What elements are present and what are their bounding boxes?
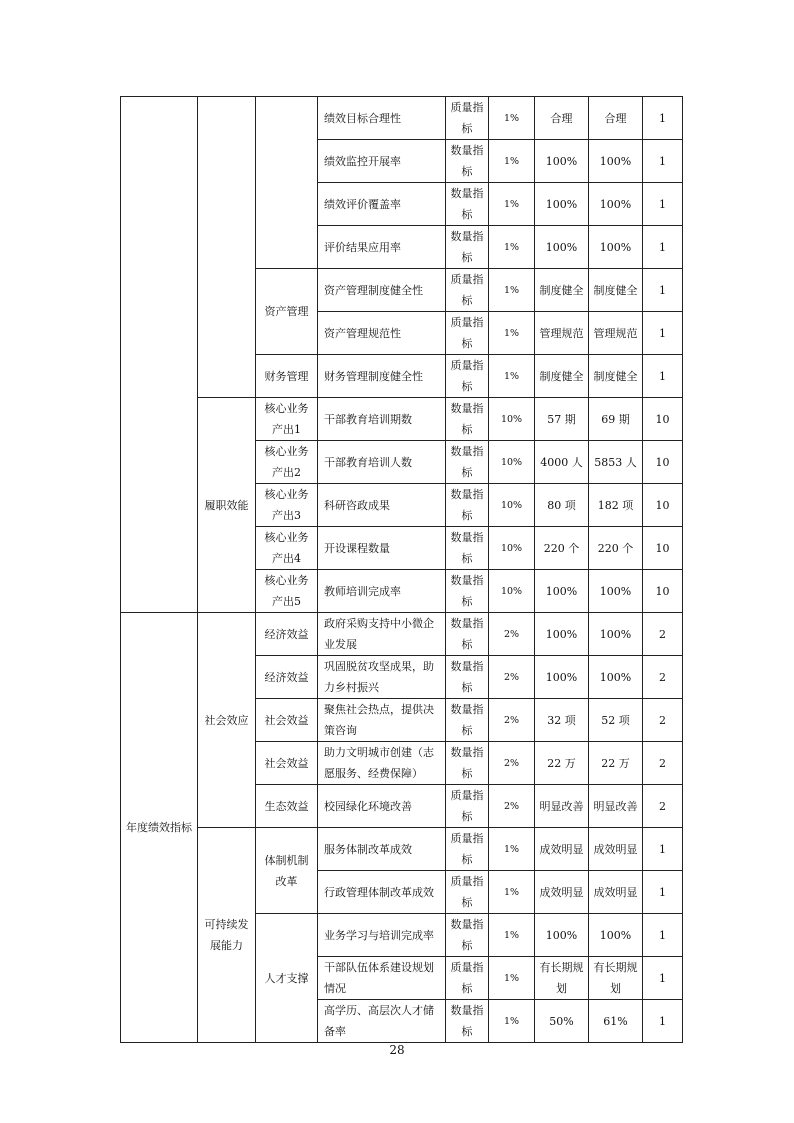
- actual-cell: 22 万: [589, 742, 643, 785]
- subsection-cell: 核心业务产出2: [256, 441, 318, 484]
- indicator-type-cell: 质量指标: [446, 269, 489, 312]
- indicator-type-cell: 质量指标: [446, 312, 489, 355]
- indicator-cell: 校园绿化环境改善: [318, 785, 446, 828]
- weight-cell: 2%: [489, 656, 535, 699]
- score-cell: 1: [643, 355, 683, 398]
- indicator-type-cell: 数量指标: [446, 441, 489, 484]
- subsection-cell: 核心业务产出5: [256, 570, 318, 613]
- score-cell: 1: [643, 183, 683, 226]
- indicator-cell: 助力文明城市创建（志愿服务、经费保障）: [318, 742, 446, 785]
- category-cell-blank: [121, 97, 198, 613]
- score-cell: 1: [643, 957, 683, 1000]
- subsection-cell: 社会效益: [256, 742, 318, 785]
- actual-cell: 成效明显: [589, 871, 643, 914]
- weight-cell: 2%: [489, 785, 535, 828]
- indicator-type-cell: 数量指标: [446, 656, 489, 699]
- indicator-cell: 服务体制改革成效: [318, 828, 446, 871]
- score-cell: 1: [643, 226, 683, 269]
- actual-cell: 100%: [589, 570, 643, 613]
- indicator-cell: 评价结果应用率: [318, 226, 446, 269]
- subsection-cell: 核心业务产出3: [256, 484, 318, 527]
- section-cell-blank: [198, 97, 256, 398]
- weight-cell: 2%: [489, 742, 535, 785]
- subsection-cell: 核心业务产出4: [256, 527, 318, 570]
- indicator-cell: 开设课程数量: [318, 527, 446, 570]
- actual-cell: 制度健全: [589, 355, 643, 398]
- target-cell: 成效明显: [535, 828, 589, 871]
- weight-cell: 10%: [489, 398, 535, 441]
- score-cell: 2: [643, 742, 683, 785]
- weight-cell: 1%: [489, 871, 535, 914]
- subsection-cell: 经济效益: [256, 656, 318, 699]
- indicator-cell: 干部队伍体系建设规划情况: [318, 957, 446, 1000]
- score-cell: 10: [643, 441, 683, 484]
- weight-cell: 1%: [489, 183, 535, 226]
- target-cell: 制度健全: [535, 269, 589, 312]
- section-cell: 社会效应: [198, 613, 256, 828]
- actual-cell: 52 项: [589, 699, 643, 742]
- target-cell: 成效明显: [535, 871, 589, 914]
- actual-cell: 61%: [589, 1000, 643, 1043]
- indicator-cell: 绩效评价覆盖率: [318, 183, 446, 226]
- target-cell: 100%: [535, 656, 589, 699]
- indicator-cell: 聚焦社会热点，提供决策咨询: [318, 699, 446, 742]
- section-cell: 履职效能: [198, 398, 256, 613]
- subsection-cell: 资产管理: [256, 269, 318, 355]
- target-cell: 管理规范: [535, 312, 589, 355]
- subsection-cell: 体制机制改革: [256, 828, 318, 914]
- weight-cell: 1%: [489, 1000, 535, 1043]
- performance-table: [120, 96, 683, 1043]
- indicator-type-cell: 质量指标: [446, 871, 489, 914]
- category-cell: 年度绩效指标: [121, 613, 198, 1043]
- indicator-type-cell: 数量指标: [446, 183, 489, 226]
- target-cell: 有长期规划: [535, 957, 589, 1000]
- subsection-cell: 经济效益: [256, 613, 318, 656]
- actual-cell: 100%: [589, 140, 643, 183]
- actual-cell: 有长期规划: [589, 957, 643, 1000]
- target-cell: 4000 人: [535, 441, 589, 484]
- actual-cell: 明显改善: [589, 785, 643, 828]
- indicator-cell: 干部教育培训期数: [318, 398, 446, 441]
- actual-cell: 合理: [589, 97, 643, 140]
- score-cell: 1: [643, 140, 683, 183]
- page-number: 28: [389, 1043, 405, 1057]
- target-cell: 22 万: [535, 742, 589, 785]
- score-cell: 2: [643, 656, 683, 699]
- table-row: [121, 828, 683, 871]
- indicator-type-cell: 数量指标: [446, 527, 489, 570]
- indicator-type-cell: 数量指标: [446, 226, 489, 269]
- section-cell: 可持续发展能力: [198, 828, 256, 1043]
- indicator-type-cell: 质量指标: [446, 957, 489, 1000]
- indicator-type-cell: 数量指标: [446, 699, 489, 742]
- indicator-type-cell: 数量指标: [446, 398, 489, 441]
- target-cell: 32 项: [535, 699, 589, 742]
- weight-cell: 10%: [489, 441, 535, 484]
- target-cell: 100%: [535, 570, 589, 613]
- indicator-type-cell: 数量指标: [446, 570, 489, 613]
- score-cell: 1: [643, 871, 683, 914]
- weight-cell: 10%: [489, 527, 535, 570]
- score-cell: 1: [643, 97, 683, 140]
- target-cell: 制度健全: [535, 355, 589, 398]
- weight-cell: 2%: [489, 613, 535, 656]
- weight-cell: 1%: [489, 957, 535, 1000]
- target-cell: 100%: [535, 140, 589, 183]
- indicator-cell: 业务学习与培训完成率: [318, 914, 446, 957]
- indicator-type-cell: 数量指标: [446, 1000, 489, 1043]
- score-cell: 2: [643, 613, 683, 656]
- score-cell: 1: [643, 1000, 683, 1043]
- table-row: [121, 613, 683, 656]
- subsection-cell-blank: [256, 97, 318, 269]
- indicator-cell: 资产管理制度健全性: [318, 269, 446, 312]
- target-cell: 57 期: [535, 398, 589, 441]
- score-cell: 10: [643, 484, 683, 527]
- subsection-cell: 核心业务产出1: [256, 398, 318, 441]
- indicator-cell: 政府采购支持中小微企业发展: [318, 613, 446, 656]
- indicator-cell: 财务管理制度健全性: [318, 355, 446, 398]
- target-cell: 合理: [535, 97, 589, 140]
- actual-cell: 100%: [589, 226, 643, 269]
- table-row: [121, 97, 683, 140]
- actual-cell: 100%: [589, 914, 643, 957]
- indicator-cell: 教师培训完成率: [318, 570, 446, 613]
- target-cell: 80 项: [535, 484, 589, 527]
- indicator-type-cell: 数量指标: [446, 914, 489, 957]
- indicator-cell: 绩效监控开展率: [318, 140, 446, 183]
- actual-cell: 5853 人: [589, 441, 643, 484]
- indicator-type-cell: 质量指标: [446, 355, 489, 398]
- subsection-cell: 社会效益: [256, 699, 318, 742]
- indicator-cell: 巩固脱贫攻坚成果，助力乡村振兴: [318, 656, 446, 699]
- actual-cell: 制度健全: [589, 269, 643, 312]
- indicator-cell: 行政管理体制改革成效: [318, 871, 446, 914]
- weight-cell: 1%: [489, 828, 535, 871]
- score-cell: 2: [643, 785, 683, 828]
- table-row: [121, 398, 683, 441]
- indicator-cell: 科研咨政成果: [318, 484, 446, 527]
- score-cell: 10: [643, 570, 683, 613]
- score-cell: 1: [643, 269, 683, 312]
- subsection-cell: 生态效益: [256, 785, 318, 828]
- score-cell: 1: [643, 914, 683, 957]
- target-cell: 100%: [535, 914, 589, 957]
- actual-cell: 69 期: [589, 398, 643, 441]
- weight-cell: 1%: [489, 97, 535, 140]
- score-cell: 10: [643, 398, 683, 441]
- actual-cell: 100%: [589, 656, 643, 699]
- score-cell: 10: [643, 527, 683, 570]
- score-cell: 1: [643, 828, 683, 871]
- target-cell: 100%: [535, 613, 589, 656]
- indicator-type-cell: 数量指标: [446, 140, 489, 183]
- weight-cell: 10%: [489, 570, 535, 613]
- actual-cell: 182 项: [589, 484, 643, 527]
- weight-cell: 1%: [489, 914, 535, 957]
- actual-cell: 成效明显: [589, 828, 643, 871]
- weight-cell: 1%: [489, 226, 535, 269]
- indicator-cell: 绩效目标合理性: [318, 97, 446, 140]
- indicator-cell: 资产管理规范性: [318, 312, 446, 355]
- weight-cell: 1%: [489, 269, 535, 312]
- weight-cell: 1%: [489, 355, 535, 398]
- target-cell: 100%: [535, 183, 589, 226]
- indicator-type-cell: 数量指标: [446, 742, 489, 785]
- indicator-type-cell: 质量指标: [446, 828, 489, 871]
- indicator-type-cell: 质量指标: [446, 785, 489, 828]
- weight-cell: 2%: [489, 699, 535, 742]
- subsection-cell: 财务管理: [256, 355, 318, 398]
- indicator-cell: 高学历、高层次人才储备率: [318, 1000, 446, 1043]
- indicator-type-cell: 数量指标: [446, 484, 489, 527]
- indicator-cell: 干部教育培训人数: [318, 441, 446, 484]
- actual-cell: 100%: [589, 183, 643, 226]
- actual-cell: 220 个: [589, 527, 643, 570]
- score-cell: 2: [643, 699, 683, 742]
- weight-cell: 10%: [489, 484, 535, 527]
- target-cell: 220 个: [535, 527, 589, 570]
- target-cell: 明显改善: [535, 785, 589, 828]
- target-cell: 100%: [535, 226, 589, 269]
- subsection-cell: 人才支撑: [256, 914, 318, 1043]
- weight-cell: 1%: [489, 312, 535, 355]
- indicator-type-cell: 数量指标: [446, 613, 489, 656]
- actual-cell: 100%: [589, 613, 643, 656]
- target-cell: 50%: [535, 1000, 589, 1043]
- indicator-type-cell: 质量指标: [446, 97, 489, 140]
- actual-cell: 管理规范: [589, 312, 643, 355]
- weight-cell: 1%: [489, 140, 535, 183]
- score-cell: 1: [643, 312, 683, 355]
